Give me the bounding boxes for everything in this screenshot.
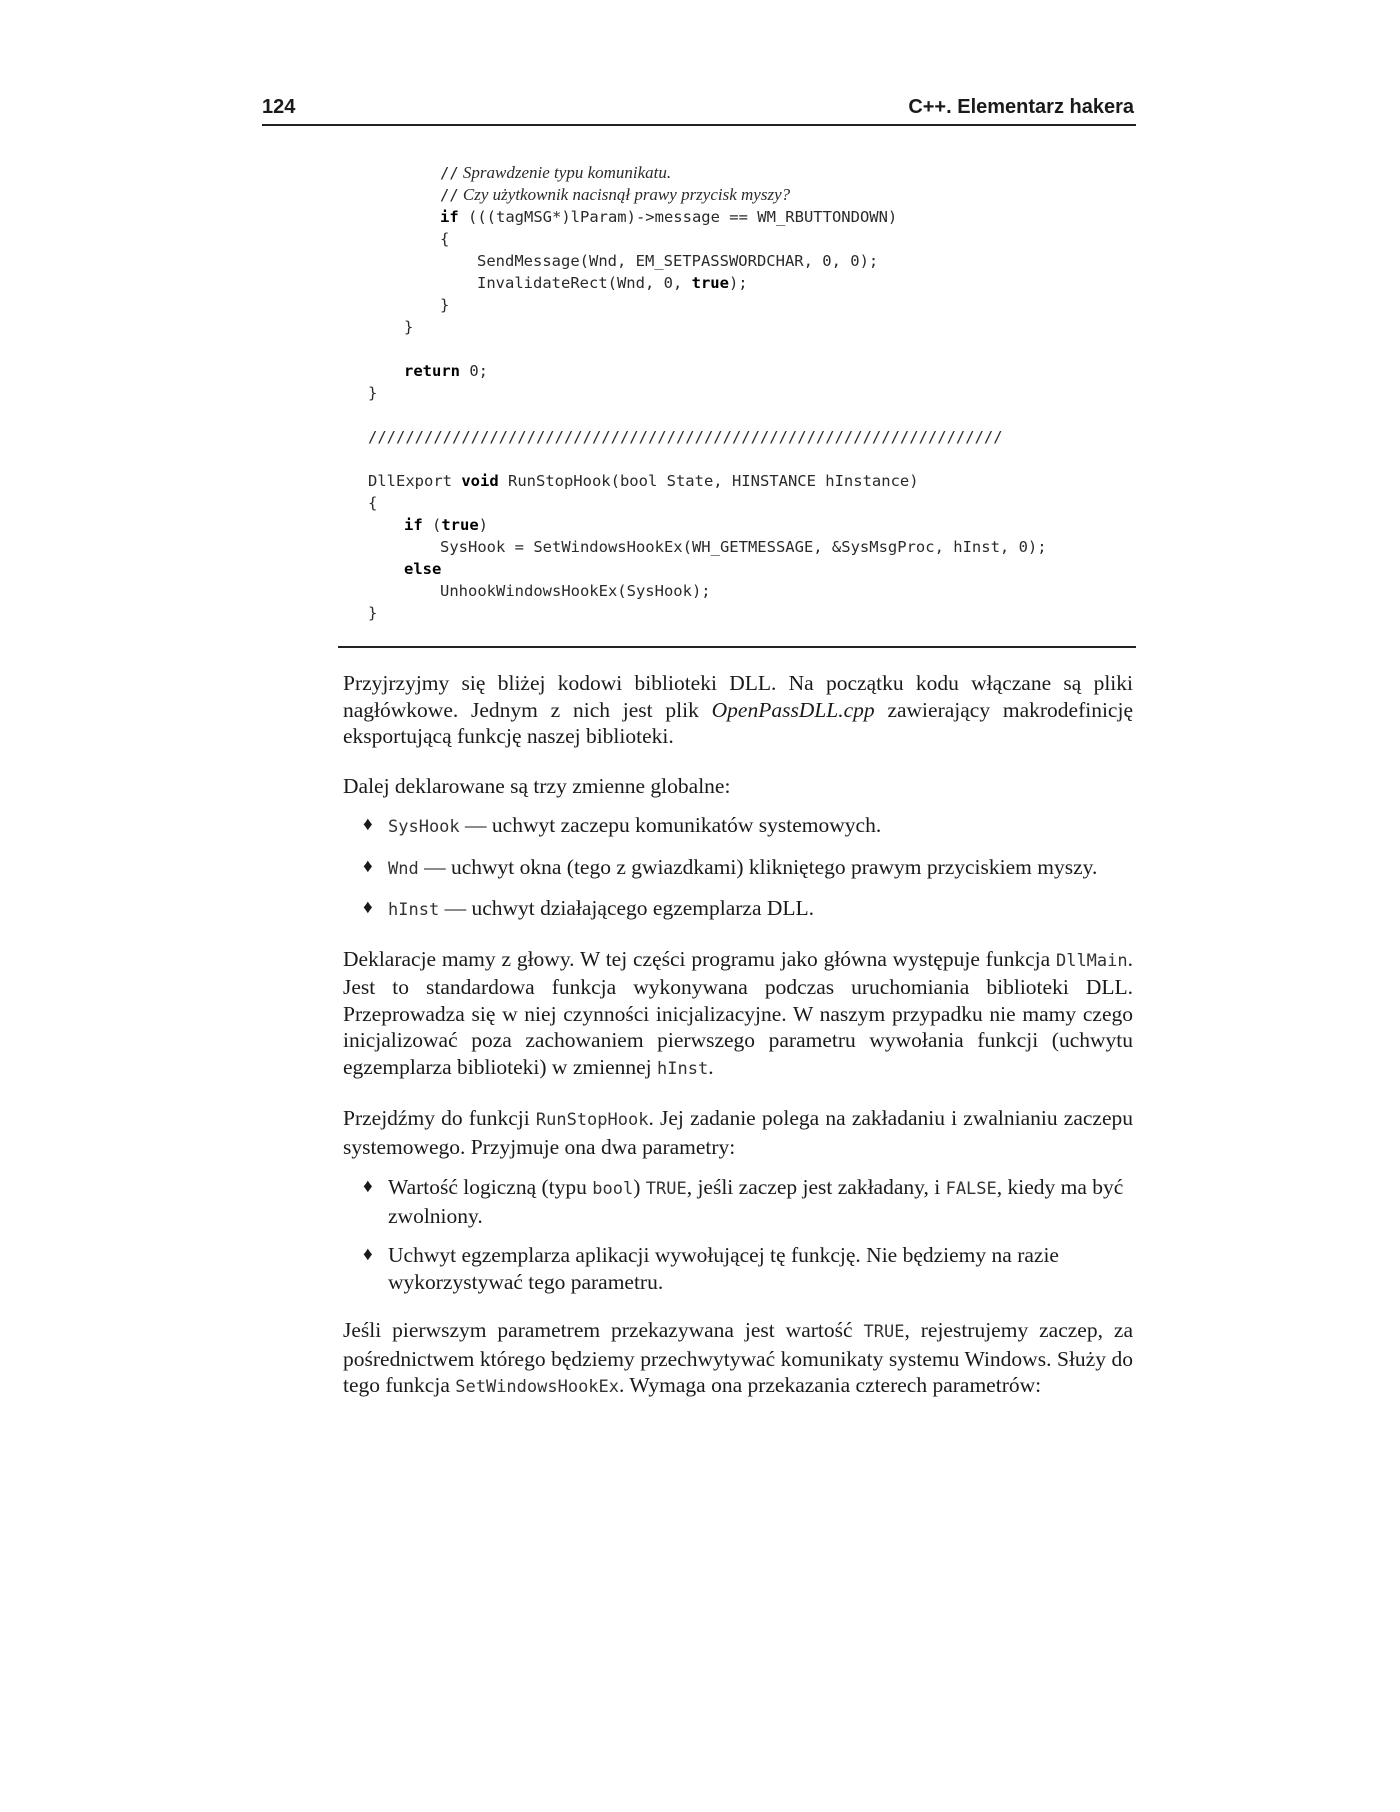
header-rule <box>262 124 1136 126</box>
code-line: } <box>404 318 414 336</box>
file-name: OpenPassDLL.cpp <box>711 697 875 722</box>
code-line: UnhookWindowsHookEx(SysHook); <box>440 582 711 600</box>
page-number: 124 <box>262 96 296 118</box>
listing-end-rule <box>338 646 1136 648</box>
code-comment: // Sprawdzenie typu komunikatu. <box>440 163 672 182</box>
list-item: ♦ Wnd — uchwyt okna (tego z gwiazdkami) klikniętego prawym przyciskiem myszy. <box>363 854 1098 879</box>
list-item: ♦ Uchwyt egzemplarza aplikacji wywołującej tę funkcję. Nie będziemy na razie wykorzystywać tego parametru. <box>363 1243 1059 1294</box>
list-item: ♦ Wartość logiczną (typu bool) TRUE, jeśli zaczep jest zakładany, i FALSE, kiedy ma być zwolniony. <box>363 1175 1124 1228</box>
code-line: } <box>440 296 450 314</box>
code-comment: // Czy użytkownik nacisnął prawy przycisk myszy? <box>440 185 791 204</box>
code-line: SysHook = SetWindowsHookEx(WH_GETMESSAGE, &SysMsgProc, hInst, 0); <box>440 538 1047 556</box>
code-line: SendMessage(Wnd, EM_SETPASSWORDCHAR, 0, 0); <box>477 252 879 270</box>
body-text <box>343 670 1133 1424</box>
diamond-bullet-icon: ♦ <box>363 855 373 877</box>
code-line: { <box>368 494 378 512</box>
paragraph: Jeśli pierwszym parametrem przekazywana jest wartość TRUE, rejestrujemy zaczep, za pośrednictwem którego będziemy przechwytywać komunikaty systemu Windows. Służy do tego funkcja SetWindowsHookEx. Wymaga ona przekazania czterech parametrów: <box>343 1318 1133 1397</box>
paragraph: Przyjrzyjmy się bliżej kodowi biblioteki DLL. Na początku kodu włączane są pliki nagłówkowe. Jednym z nich jest plik OpenPassDLL.cpp zawierający makrodefinicję eksportującą funkcję naszej biblioteki. <box>343 671 1133 748</box>
code-line: } <box>368 604 378 622</box>
list-item: ♦ SysHook — uchwyt zaczepu komunikatów systemowych. <box>363 813 882 837</box>
code-line: { <box>440 230 450 248</box>
diamond-bullet-icon: ♦ <box>363 897 373 918</box>
code-line: if (((tagMSG*)lParam)->message == WM_RBUTTONDOWN) <box>440 208 898 226</box>
code-separator: //////////////////////////////////////////////////////////////////// <box>368 428 1003 446</box>
code-line: InvalidateRect(Wnd, 0, true); <box>477 274 748 292</box>
diamond-bullet-icon: ♦ <box>363 814 373 835</box>
book-title: C++. Elementarz hakera <box>908 96 1134 118</box>
code-line: } <box>368 384 378 402</box>
paragraph: Deklaracje mamy z głowy. W tej części programu jako główna występuje funkcja DllMain. Jest to standardowa funkcja wykonywana podczas uruchomiania biblioteki DLL. Przeprowadza się w niej czynności inicjalizacyjne. W naszym przypadku nie mamy czego inicjalizować poza zachowaniem pierwszego parametru wywołania funkcji (uchwytu egzemplarza biblioteki) w zmiennej hInst. <box>343 946 1133 1079</box>
params-list <box>343 1174 1133 1295</box>
globals-list <box>343 812 1133 924</box>
diamond-bullet-icon: ♦ <box>363 1244 373 1265</box>
code-line: if (true) <box>404 516 489 534</box>
running-header <box>262 96 1134 126</box>
diamond-bullet-icon: ♦ <box>363 1176 373 1197</box>
code-line: else <box>404 560 442 578</box>
paragraph: Dalej deklarowane są trzy zmienne globalne: <box>343 773 731 798</box>
code-line: DllExport void RunStopHook(bool State, HINSTANCE hInstance) <box>368 472 919 490</box>
paragraph: Przejdźmy do funkcji RunStopHook. Jej zadanie polega na zakładaniu i zwalnianiu zaczepu systemowego. Przyjmuje ona dwa parametry: <box>343 1106 1134 1159</box>
list-item: ♦ hInst — uchwyt działającego egzemplarza DLL. <box>363 896 815 920</box>
code-line: return 0; <box>404 362 488 380</box>
